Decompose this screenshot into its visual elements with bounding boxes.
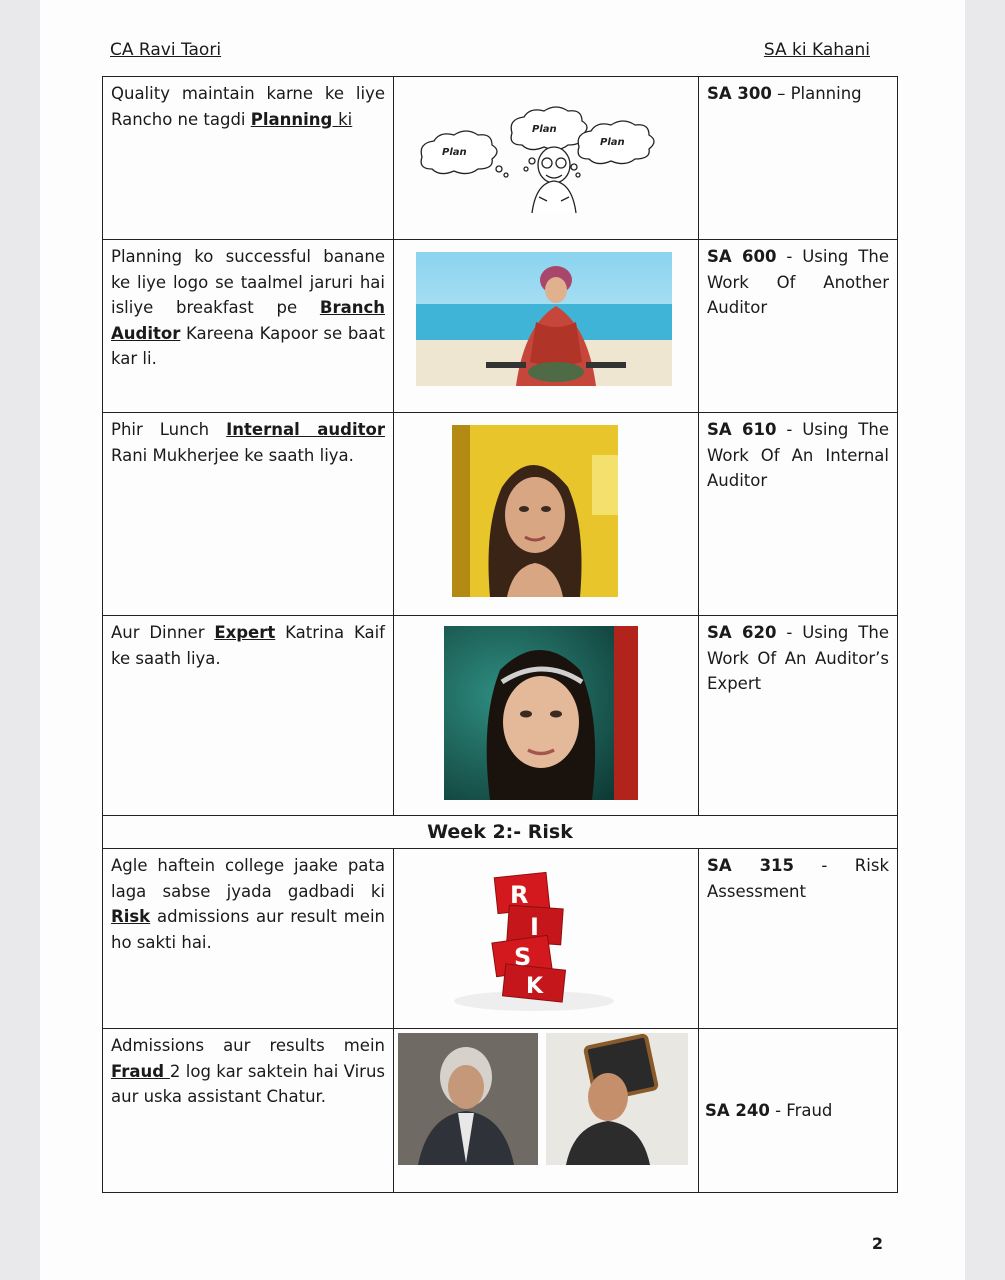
page-number: 2 — [871, 1234, 883, 1253]
risk-letter: K — [526, 974, 544, 999]
risk-letter: I — [530, 913, 539, 941]
bubble-label: Plan — [600, 137, 625, 148]
woman-portrait-photo-icon — [452, 425, 618, 597]
standard-cell: SA 240 - Fraud — [699, 1029, 898, 1193]
plan-cartoon-icon — [414, 105, 684, 215]
image-cell — [394, 77, 699, 240]
standard-cell: SA 610 - Using The Work Of An Internal Auditor — [699, 413, 898, 616]
title-header: SA ki Kahani — [763, 40, 870, 60]
description-cell: Aur Dinner Expert Katrina Kaif ke saath liya. — [103, 616, 394, 816]
description-cell: Quality maintain karne ke liye Rancho ne tagdi Planning ki — [103, 77, 394, 240]
risk-letter: S — [514, 943, 532, 971]
table-row — [103, 77, 898, 240]
standard-cell: SA 620 - Using The Work Of An Auditor’s Expert — [699, 616, 898, 816]
image-cell — [394, 1029, 699, 1193]
document-page — [40, 0, 965, 1280]
sa-table — [102, 76, 898, 1193]
two-men-photos-icon — [398, 1033, 690, 1167]
section-heading-row — [103, 816, 898, 849]
table-row — [103, 616, 898, 816]
table-row — [103, 240, 898, 413]
author-header: CA Ravi Taori — [110, 40, 222, 60]
week-heading: Week 2:- Risk — [103, 816, 898, 849]
image-cell — [394, 413, 699, 616]
risk-blocks-icon — [444, 867, 644, 1013]
description-cell: Admissions aur results mein Fraud 2 log kar saktein hai Virus aur uska assistant Chatur. — [103, 1029, 394, 1193]
bubble-label: Plan — [442, 147, 467, 158]
image-cell — [394, 849, 699, 1029]
table-row — [103, 849, 898, 1029]
description-cell: Planning ko successful banane ke liye logo se taalmel jaruri hai isliye breakfast pe Branch Auditor Kareena Kapoor se baat kar li. — [103, 240, 394, 413]
table-row — [103, 1029, 898, 1193]
image-cell — [394, 616, 699, 816]
standard-cell: SA 315 - Risk Assessment — [699, 849, 898, 1029]
standard-cell: SA 300 – Planning — [699, 77, 898, 240]
standard-cell: SA 600 - Using The Work Of Another Auditor — [699, 240, 898, 413]
risk-letter: R — [510, 881, 529, 909]
woman-on-scooter-photo-icon — [416, 252, 672, 386]
table-row — [103, 413, 898, 616]
bubble-label: Plan — [532, 124, 557, 135]
description-cell: Agle haftein college jaake pata laga sabse jyada gadbadi ki Risk admissions aur result mein ho sakti hai. — [103, 849, 394, 1029]
image-cell — [394, 240, 699, 413]
description-cell: Phir Lunch Internal auditor Rani Mukherjee ke saath liya. — [103, 413, 394, 616]
woman-headband-photo-icon — [444, 626, 638, 800]
